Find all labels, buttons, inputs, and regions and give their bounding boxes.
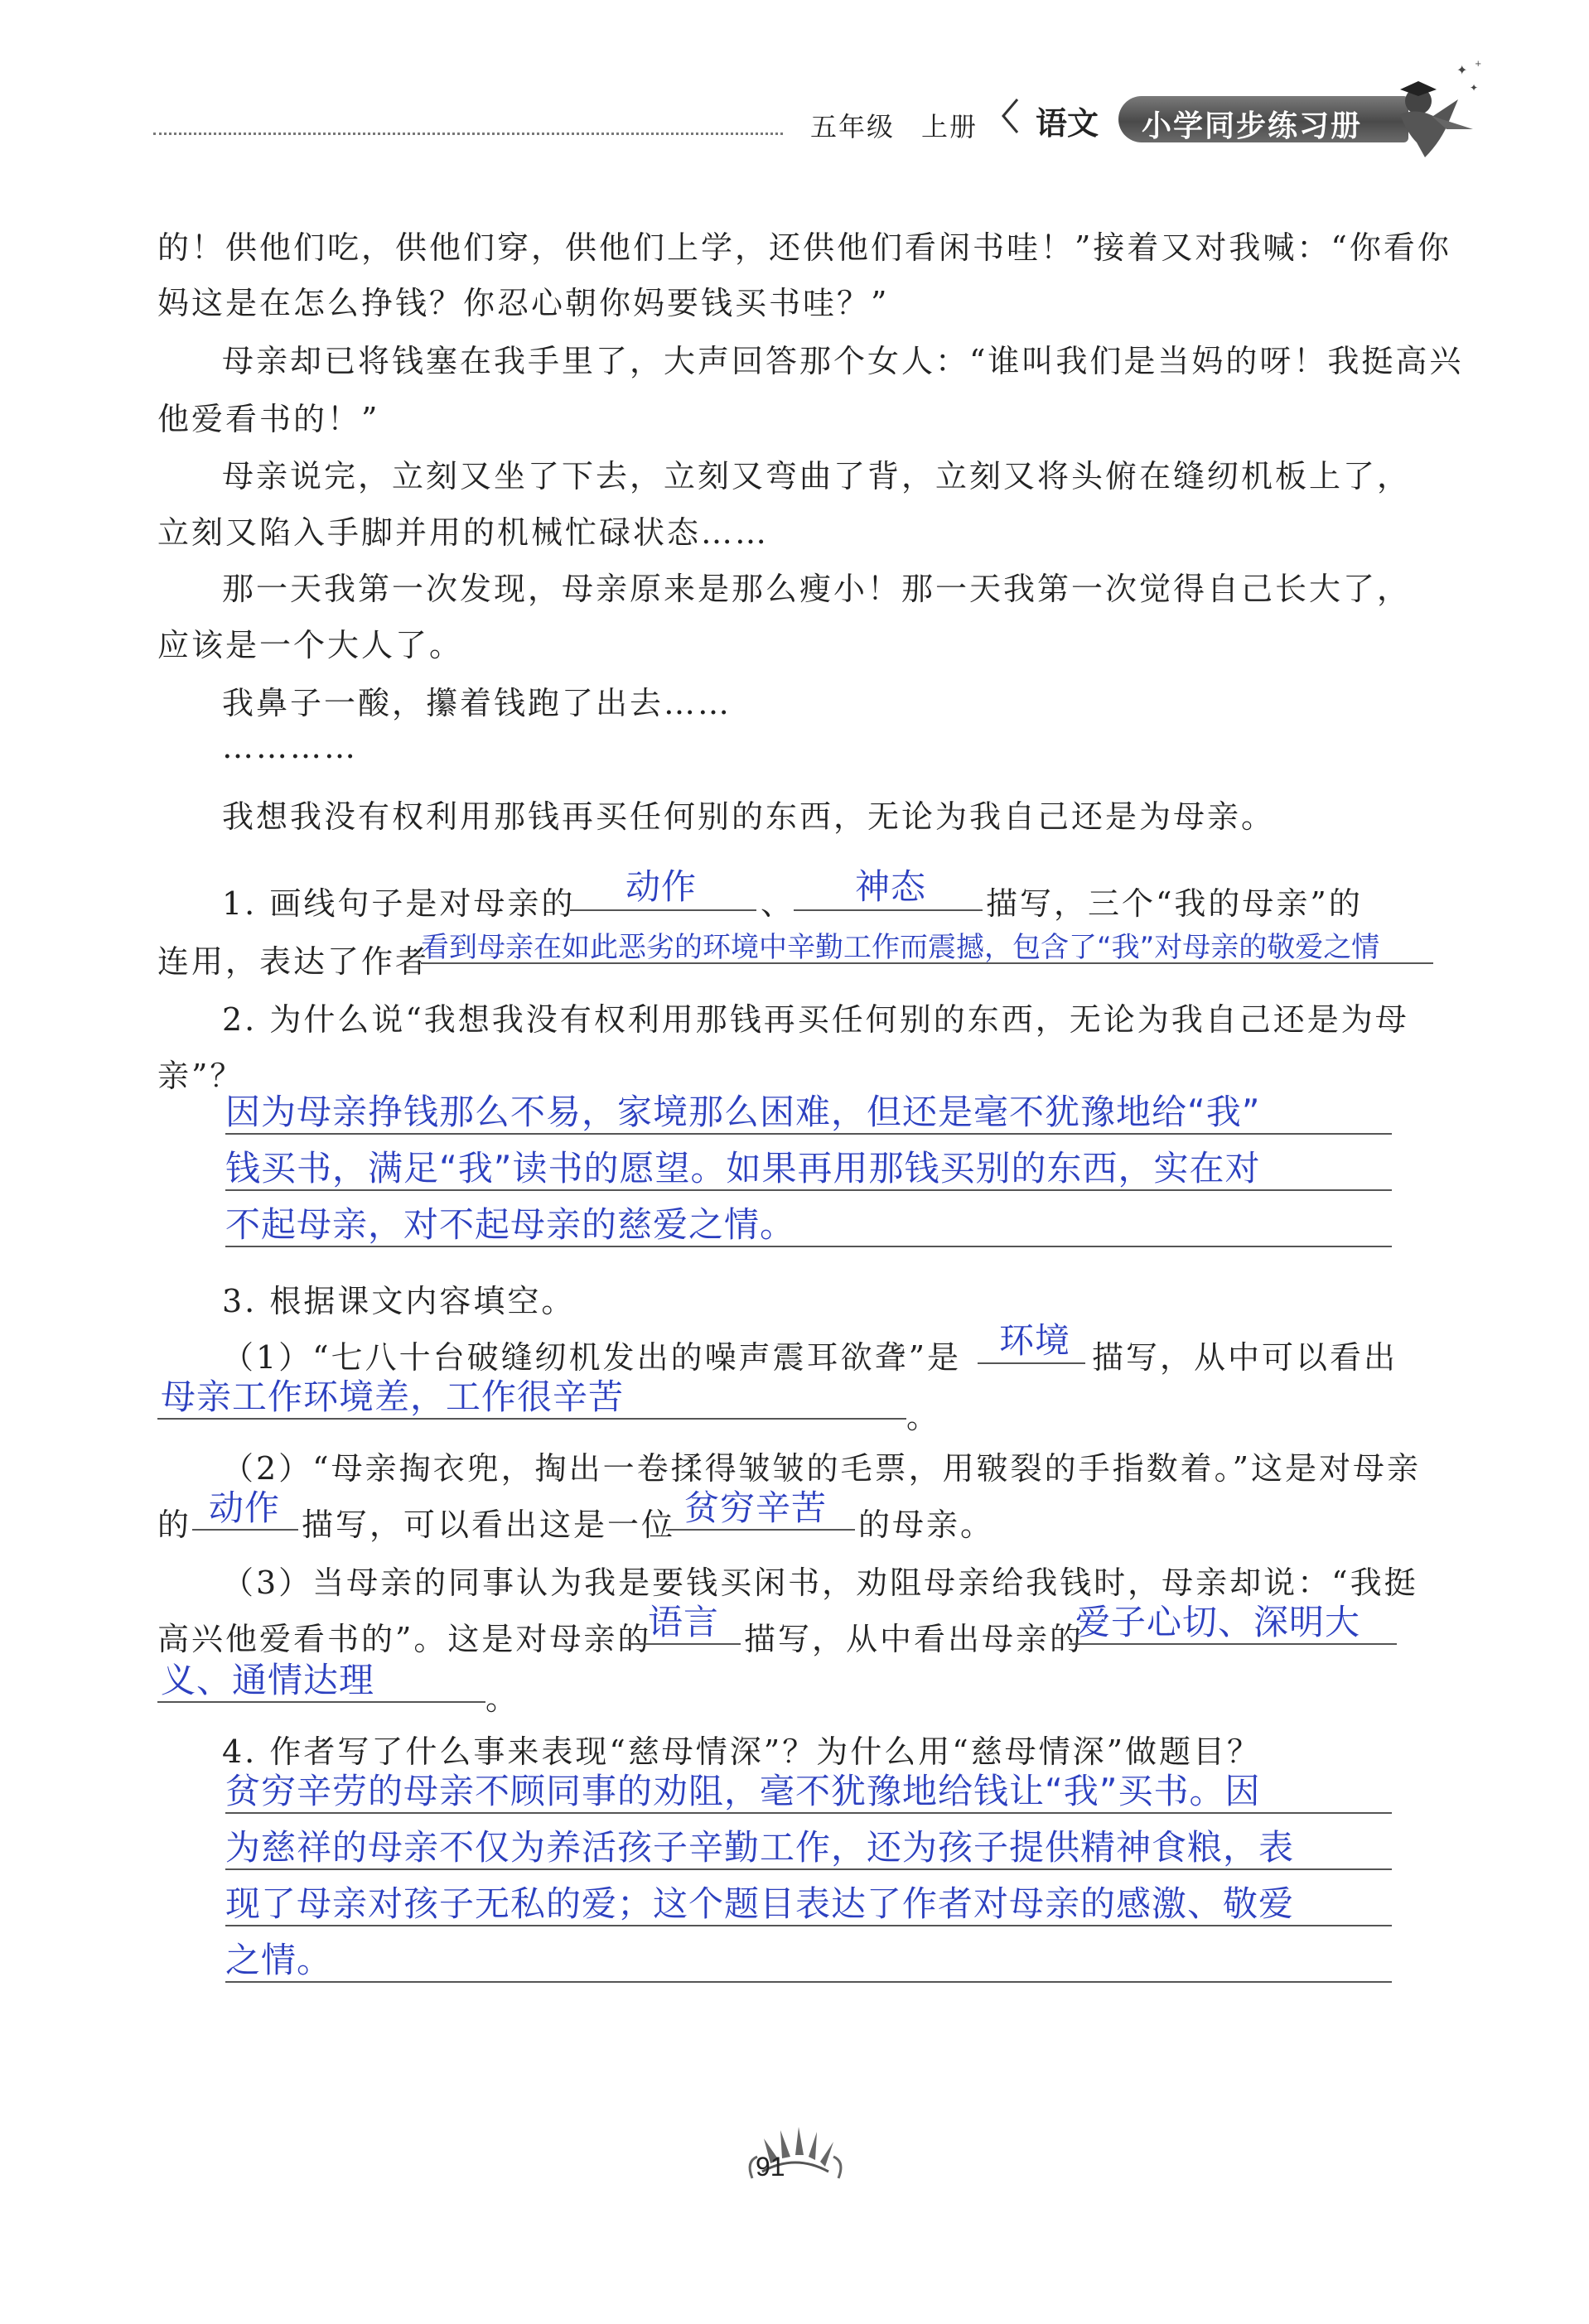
passage-line: 他爱看书的！” — [157, 401, 380, 437]
answer-underline — [225, 1868, 1392, 1870]
passage-line: 我鼻子一酸，攥着钱跑了出去…… — [222, 685, 732, 721]
svg-text:+: + — [1475, 60, 1482, 69]
q1-separator: 、 — [761, 885, 795, 922]
q2-text: 亲”？ — [157, 1058, 244, 1094]
sunburst-ornament-icon — [712, 2120, 878, 2195]
answer-underline — [794, 909, 983, 911]
passage-line: 我想我没有权利用那钱再买任何别的东西，无论为我自己还是为母亲。 — [222, 798, 1276, 835]
answer-underline — [628, 1643, 741, 1645]
q3-answer-blank: 贫穷辛苦 — [684, 1487, 828, 1528]
q3-part2-text: 的 — [157, 1507, 192, 1543]
q3-part3-text: 高兴他爱看书的”。这是对母亲的 — [157, 1621, 652, 1657]
q3-part1-text: （1）“七八十台破缝纫机发出的噪声震耳欲聋”是 — [222, 1339, 962, 1376]
svg-text:✦: ✦ — [1456, 62, 1468, 78]
header-grade: 五年级 — [810, 111, 896, 142]
header-volume: 上册 — [921, 111, 978, 142]
q1-text: 1. 画线句子是对母亲的 — [222, 885, 576, 922]
q3-answer-blank: 爱子心切、深明大 — [1075, 1602, 1361, 1642]
answer-underline — [225, 1246, 1392, 1247]
answer-underline — [978, 1362, 1085, 1364]
q3-answer-blank: 义、通情达理 — [161, 1660, 375, 1700]
q3-answer-blank: 动作 — [209, 1487, 281, 1528]
answer-underline — [666, 1529, 855, 1531]
passage-line: 母亲说完，立刻又坐了下去，立刻又弯曲了背，立刻又将头俯在缝纫机板上了， — [222, 458, 1412, 494]
header-dotted-rule — [153, 133, 783, 135]
answer-underline — [421, 962, 1433, 964]
q3-title: 3. 根据课文内容填空。 — [222, 1283, 576, 1319]
q3-answer-blank: 母亲工作环境差，工作很辛苦 — [161, 1377, 625, 1417]
answer-underline — [570, 909, 756, 911]
q1-answer-blank: 看到母亲在如此恶劣的环境中辛勤工作而震撼，包含了“我”对母亲的敬爱之情 — [421, 931, 1380, 964]
answer-underline — [225, 1133, 1392, 1135]
q3-part3-end: 。 — [485, 1680, 520, 1717]
svg-text:✦: ✦ — [1470, 82, 1479, 94]
q4-answer-line: 现了母亲对孩子无私的爱；这个题目表达了作者对母亲的感激、敬爱 — [225, 1883, 1295, 1924]
q1-text: 描写，三个“我的母亲”的 — [986, 885, 1363, 922]
page-number: 91 — [756, 2152, 785, 2182]
q3-part2-text: 描写，可以看出这是一位 — [302, 1507, 676, 1543]
q3-part2-text: （2）“母亲掏衣兜，掏出一卷揉得皱皱的毛票，用皲裂的手指数着。”这是对母亲 — [222, 1450, 1422, 1487]
header-subject: 语文 — [1036, 104, 1099, 142]
q1-answer-blank: 动作 — [625, 866, 698, 907]
q2-answer-line: 不起母亲，对不起母亲的慈爱之情。 — [225, 1204, 796, 1245]
passage-line: 那一天我第一次发现，母亲原来是那么瘦小！那一天我第一次觉得自己长大了， — [222, 571, 1412, 607]
answer-underline — [225, 1812, 1392, 1814]
q3-part3-text: 描写，从中看出母亲的 — [744, 1621, 1084, 1657]
q1-answer-blank: 神态 — [855, 866, 927, 907]
q4-answer-line: 为慈祥的母亲不仅为养活孩子辛勤工作，还为孩子提供精神食粮，表 — [225, 1827, 1295, 1868]
answer-underline — [192, 1529, 298, 1531]
answer-underline — [225, 1925, 1392, 1926]
q2-answer-line: 因为母亲挣钱那么不易，家境那么困难，但还是毫不犹豫地给“我” — [225, 1092, 1261, 1132]
passage-line: 妈这是在怎么挣钱？你忍心朝你妈要钱买书哇？” — [157, 285, 890, 321]
q3-answer-blank: 语言 — [648, 1602, 720, 1642]
q1-text: 连用，表达了作者 — [157, 943, 430, 980]
q3-part1-text: 描写，从中可以看出 — [1092, 1339, 1398, 1376]
q2-text: 2. 为什么说“我想我没有权利用那钱再买任何别的东西，无论为我自己还是为母 — [222, 1001, 1409, 1038]
answer-underline — [225, 1189, 1392, 1191]
q3-part3-text: （3）当母亲的同事认为我是要钱买闲书，劝阻母亲给我钱时，母亲却说：“我挺 — [222, 1565, 1418, 1601]
answer-underline — [225, 1981, 1392, 1983]
passage-line: 立刻又陷入手脚并用的机械忙碌状态…… — [157, 514, 770, 551]
q3-part1-end: 。 — [906, 1399, 941, 1435]
header-book-title: 小学同步练习册 — [1142, 108, 1363, 143]
q2-answer-line: 钱买书，满足“我”读书的愿望。如果再用那钱买别的东西，实在对 — [225, 1148, 1261, 1189]
q3-part2-text: 的母亲。 — [858, 1507, 995, 1543]
header-chevron-icon — [1001, 98, 1019, 134]
answer-underline — [1069, 1643, 1397, 1645]
passage-line: ………… — [222, 729, 358, 765]
q4-answer-line: 之情。 — [225, 1940, 333, 1980]
graduate-mascot-icon — [1367, 50, 1491, 174]
passage-line: 的！供他们吃，供他们穿，供他们上学，还供他们看闲书哇！”接着又对我喊：“你看你 — [157, 229, 1451, 266]
q3-answer-blank: 环境 — [999, 1320, 1071, 1361]
passage-line: 母亲却已将钱塞在我手里了，大声回答那个女人：“谁叫我们是当妈的呀！我挺高兴 — [222, 343, 1464, 379]
answer-underline — [157, 1418, 906, 1420]
q4-text: 4. 作者写了什么事来表现“慈母情深”？为什么用“慈母情深”做题目？ — [222, 1733, 1262, 1770]
q4-answer-line: 贫穷辛劳的母亲不顾同事的劝阻，毫不犹豫地给钱让“我”买书。因 — [225, 1771, 1261, 1811]
answer-underline — [157, 1701, 485, 1703]
passage-line: 应该是一个大人了。 — [157, 627, 464, 663]
